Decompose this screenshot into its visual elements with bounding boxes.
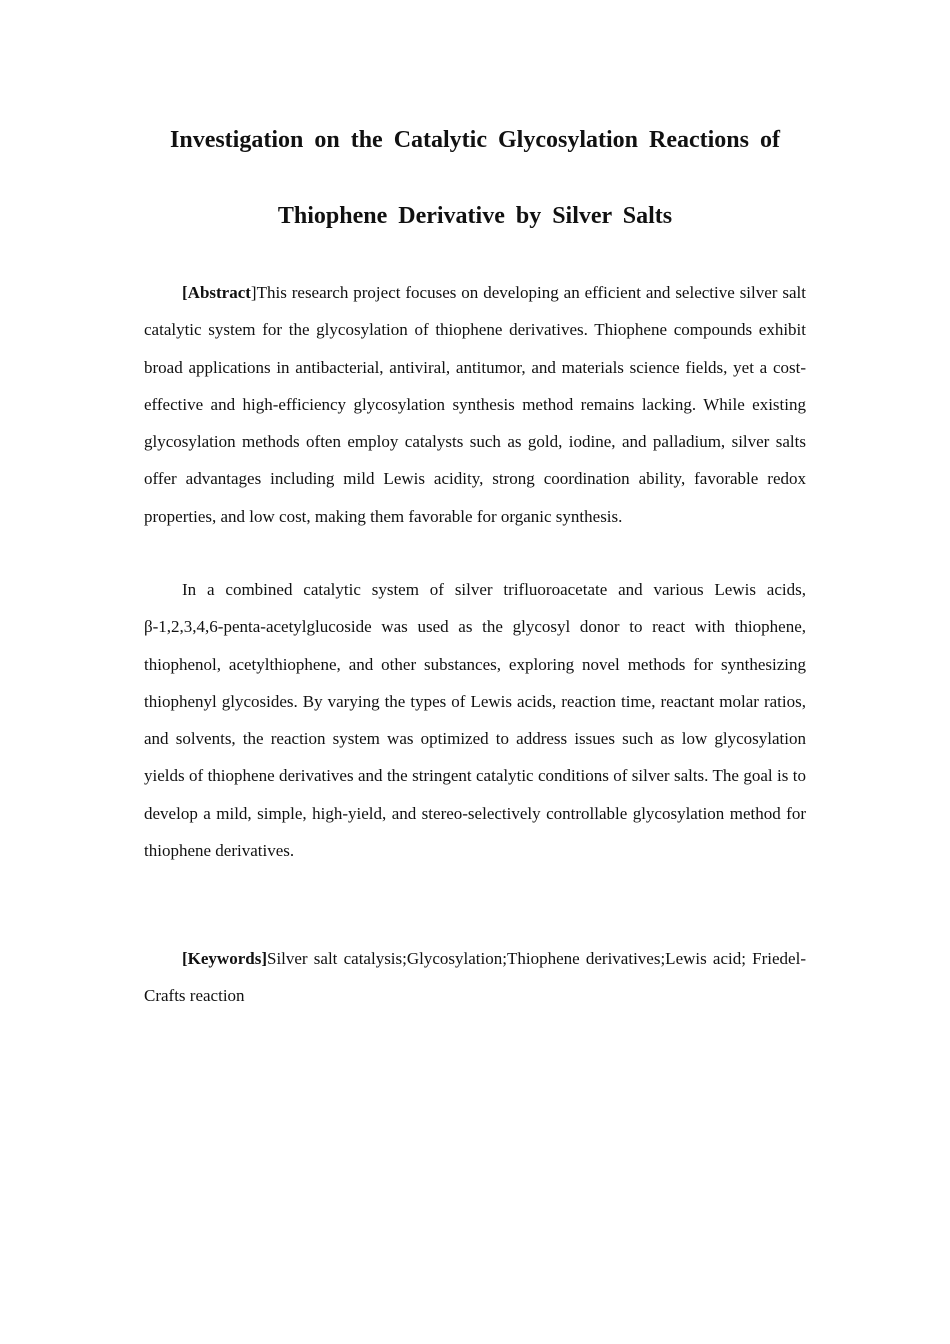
body-paragraph: In a combined catalytic system of silver trifluoroacetate and various Lewis acids, β-1,2,3,4,6-penta-acetylglucoside was used as the glycosyl donor to react with thiophene, thiophenol, acetylthiophene, and other substances, exploring novel methods for synthesizing thiophenyl glycosides. By varying the types of Lewis acids, reaction time, reactant molar ratios, and solvents, the reaction system was optimized to address issues such as low glycosylation yields of thiophene derivatives and the stringent catalytic conditions of silver salts. The goal is to develop a mild, simple, high-yield, and stereo-selectively controllable glycosylation method for thiophene derivatives. bbox=[144, 580, 806, 861]
keywords-label: [Keywords] bbox=[182, 949, 267, 968]
abstract-label-close: ] bbox=[250, 283, 257, 302]
abstract-text: This research project focuses on developing an efficient and selective silver salt catalytic system for the glycosylation of thiophene derivatives. Thiophene compounds exhibit broad applications in antibacterial, antiviral, antitumor, and materials science fields, yet a cost-effective and high-efficiency glycosylation synthesis method remains lacking. While existing glycosylation methods often employ catalysts such as gold, iodine, and palladium, silver salts offer advantages including mild Lewis acidity, strong coordination ability, favorable redox properties, and low cost, making them favorable for organic synthesis. bbox=[144, 283, 806, 526]
keywords-paragraph bbox=[144, 940, 806, 1015]
abstract-label: [Abstract bbox=[182, 283, 251, 302]
title-line-1: Investigation on the Catalytic Glycosylation Reactions of bbox=[170, 127, 780, 153]
abstract-paragraph bbox=[144, 274, 806, 535]
title-line-2: Thiophene Derivative by Silver Salts bbox=[277, 203, 673, 229]
keywords-text: Silver salt catalysis;Glycosylation;Thiophene derivatives;Lewis acid; Friedel-Crafts reaction bbox=[144, 949, 806, 1006]
